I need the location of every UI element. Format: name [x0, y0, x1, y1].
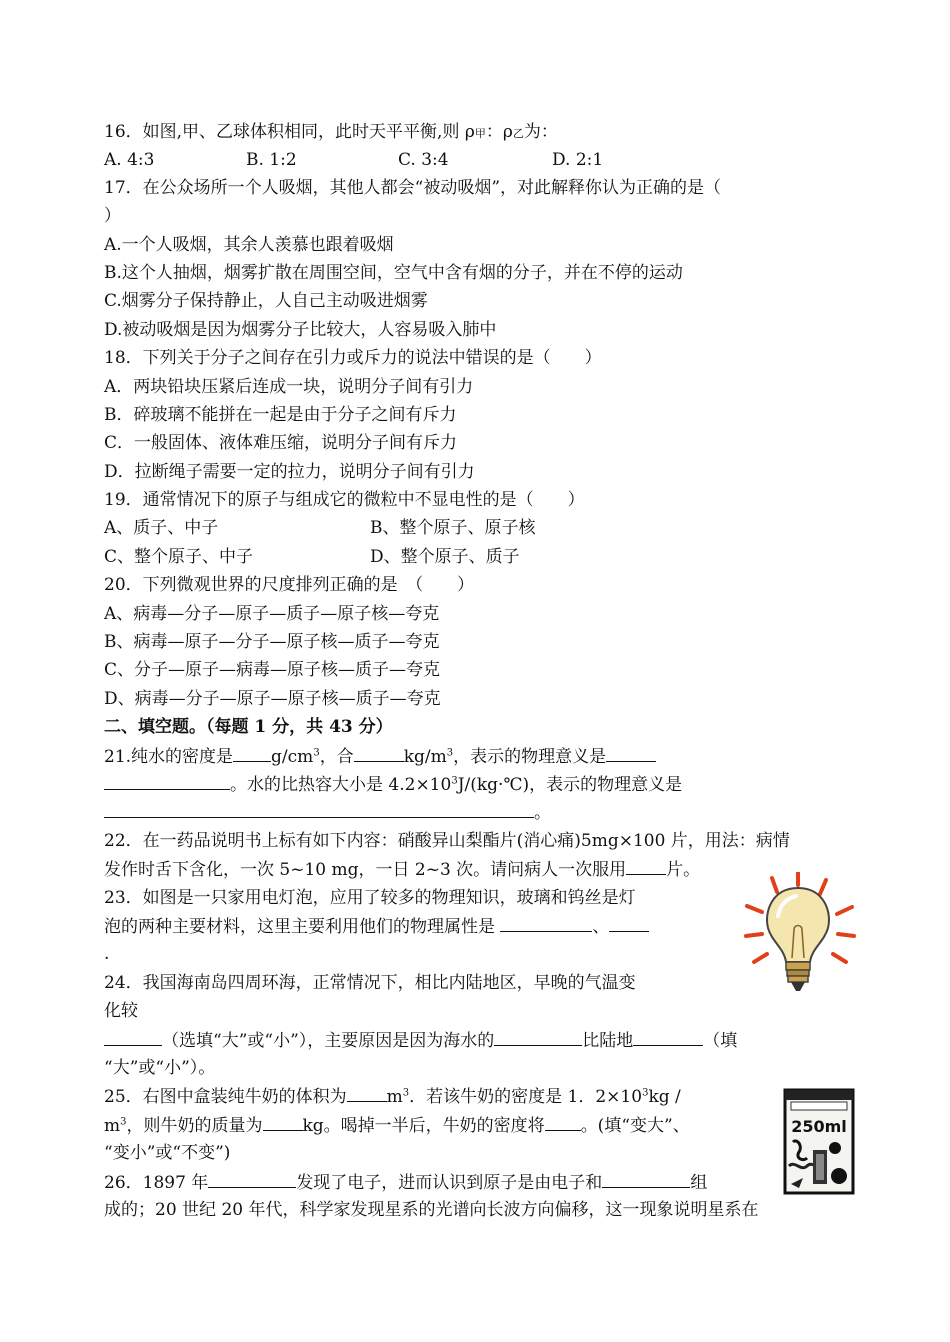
q23-text-1: 泡的两种主要材料，这里主要利用他们的物理属性是 — [104, 917, 501, 937]
q19-option-b: B、整个原子、原子核 — [370, 518, 536, 538]
q16-sub-jia: 甲 — [474, 127, 486, 140]
q25-text-4: ，则牛奶的质量为 — [126, 1116, 263, 1136]
q23-blank-tungsten[interactable] — [609, 915, 649, 932]
q18-stem: 18．下列关于分子之间存在引力或斥力的说法中错误的是（ ） — [104, 348, 602, 368]
q22-line1: 22．在一药品说明书上标有如下内容：硝酸异山梨酯片(消心痛)5mg×100 片，用法：病情 — [104, 831, 790, 851]
q26-text-2: 发现了电子，进而认识到原子是由电子和 — [296, 1173, 603, 1193]
q25-unit-m2: m — [104, 1116, 121, 1136]
milk-carton-label: 250ml — [791, 1117, 847, 1136]
q17-stem-bracket: ） — [104, 206, 121, 226]
q21-line3 — [104, 801, 551, 824]
q21-text-3: ，表示的物理意义是 — [453, 747, 607, 767]
q24-line1: 24．我国海南岛四周环海，正常情况下，相比内陆地区，早晚的气温变 — [104, 973, 636, 993]
q24-blank-change[interactable] — [104, 1029, 162, 1046]
q24-line4: “大”或“小”）。 — [104, 1058, 216, 1078]
q21-text-1: 21.纯水的密度是 — [104, 747, 234, 767]
q18-option-d: D．拉断绳子需要一定的拉力，说明分子间有引力 — [104, 462, 475, 482]
q25-exp-3: 3 — [120, 1116, 127, 1128]
q26-line2: 成的；20 世纪 20 年代，科学家发现星系的光谱向长波方向偏移，这一现象说明星系在 — [104, 1200, 759, 1220]
q18-option-a: A．两块铅块压紧后连成一块，说明分子间有引力 — [104, 377, 474, 397]
q23-line1: 23．如图是一只家用电灯泡，应用了较多的物理知识，玻璃和钨丝是灯 — [104, 888, 636, 908]
q16-option-a: A. 4:3 — [104, 150, 155, 170]
q16-stem-mid: ：ρ — [485, 122, 513, 142]
q25-text-1: 25．右图中盒装纯牛奶的体积为 — [104, 1087, 347, 1107]
q16-option-c: C. 3:4 — [398, 150, 449, 170]
q25-text-6: 。(填“变大”、 — [580, 1116, 690, 1136]
q21-unit-gcm: g/cm — [271, 747, 314, 767]
q23-text-2: 、 — [592, 917, 610, 937]
q20-option-a: A、病毒—分子—原子—质子—原子核—夸克 — [104, 604, 440, 624]
q20-stem: 20．下列微观世界的尺度排列正确的是 （ ） — [104, 575, 475, 595]
q19-option-d: D、整个原子、质子 — [370, 547, 520, 567]
q24-line2: 化较 — [104, 1001, 138, 1021]
q21-blank-meaning-b[interactable] — [104, 773, 230, 790]
q19-stem: 19．通常情况下的原子与组成它的微粒中不显电性的是（ ） — [104, 490, 585, 510]
q25-text-3: kg / — [648, 1087, 681, 1107]
q22-text-2: 片。 — [666, 860, 701, 880]
q25-blank-volume[interactable] — [347, 1085, 387, 1102]
q22-text-1: 发作时舌下含化，一次 5~10 mg，一日 2~3 次。请问病人一次服用 — [104, 860, 627, 880]
q25-text-5: kg。喝掉一半后，牛奶的密度将 — [302, 1116, 545, 1136]
q25-exp-1: 3 — [402, 1087, 410, 1099]
q16-stem — [104, 121, 558, 145]
q25-unit-m: m — [386, 1087, 403, 1107]
q23-line3: . — [104, 944, 110, 964]
q21-text-2: ，合 — [319, 747, 354, 767]
q18-option-b: B．碎玻璃不能拼在一起是由于分子之间有斥力 — [104, 405, 457, 425]
light-bulb-icon — [742, 872, 858, 994]
q21-line1 — [104, 745, 656, 768]
q24-blank-compare[interactable] — [633, 1029, 703, 1046]
q26-text-1: 26．1897 年 — [104, 1173, 209, 1193]
q21-line2 — [104, 773, 682, 796]
q21-exp-1: 3 — [313, 747, 320, 759]
q17-stem: 17．在公众场所一个人吸烟，其他人都会“被动吸烟”，对此解释你认为正确的是（ — [104, 178, 722, 198]
q21-text-6: 。 — [534, 803, 551, 823]
q22-line2 — [104, 858, 700, 881]
q21-text-4: 。水的比热容大小是 4.2×10 — [230, 775, 452, 795]
q20-option-c: C、分子—原子—病毒—原子核—质子—夸克 — [104, 660, 441, 680]
q25-blank-mass[interactable] — [263, 1114, 303, 1131]
q21-exp-2: 3 — [446, 747, 454, 759]
section-title-fill-blank: 二、填空题。（每题 1 分，共 43 分） — [104, 717, 393, 737]
q16-stem-text: 16．如图,甲、乙球体积相同，此时天平平衡,则 ρ — [104, 122, 475, 142]
q24-text-1: （选填“大”或“小”），主要原因是因为海水的 — [162, 1031, 495, 1051]
q21-blank-kgm[interactable] — [354, 745, 404, 762]
q21-blank-meaning-a[interactable] — [606, 745, 656, 762]
q23-line2 — [104, 915, 649, 938]
q25-line3: “变小”或“不变”) — [104, 1143, 231, 1163]
q21-exp-3: 3 — [451, 775, 458, 787]
q22-blank-count[interactable] — [626, 858, 666, 875]
milk-carton-icon — [783, 1088, 855, 1195]
q25-text-2: ．若该牛奶的密度是 1．2×10 — [409, 1087, 643, 1107]
q16-option-b: B. 1:2 — [246, 150, 297, 170]
q17-option-c: C.烟雾分子保持静止，人自己主动吸进烟雾 — [104, 291, 428, 311]
q17-option-d: D.被动吸烟是因为烟雾分子比较大，人容易吸入肺中 — [104, 320, 497, 340]
q21-text-5: J/(kg·℃)，表示的物理意义是 — [457, 775, 683, 795]
q24-line3 — [104, 1029, 737, 1052]
q17-option-b: B.这个人抽烟，烟雾扩散在周围空间，空气中含有烟的分子，并在不停的运动 — [104, 263, 683, 283]
q24-blank-property[interactable] — [494, 1029, 582, 1046]
q21-blank-density[interactable] — [233, 745, 271, 762]
q20-option-b: B、病毒—原子—分子—原子核—质子—夸克 — [104, 632, 440, 652]
q21-unit-kgm: kg/m — [403, 747, 447, 767]
q25-blank-density-change[interactable] — [545, 1114, 581, 1131]
q26-text-3: 组 — [690, 1173, 708, 1193]
q25-line2 — [104, 1114, 690, 1137]
q16-option-d: D. 2:1 — [552, 150, 604, 170]
q23-blank-glass[interactable] — [500, 915, 592, 932]
q19-option-a: A、质子、中子 — [104, 518, 219, 538]
q26-blank-scientist[interactable] — [208, 1171, 296, 1188]
q16-stem-end: 为： — [523, 122, 558, 142]
q16-sub-yi: 乙 — [512, 127, 524, 140]
q25-line1 — [104, 1085, 681, 1108]
q18-option-c: C．一般固体、液体难压缩，说明分子间有斥力 — [104, 433, 458, 453]
q21-blank-heat-meaning[interactable] — [104, 801, 534, 818]
q25-exp-2: 3 — [642, 1087, 649, 1099]
q26-blank-nucleus[interactable] — [602, 1171, 690, 1188]
q17-option-a: A.一个人吸烟，其余人羡慕也跟着吸烟 — [104, 235, 394, 255]
q24-text-3: （填 — [703, 1031, 738, 1051]
q26-line1 — [104, 1171, 707, 1194]
q19-option-c: C、整个原子、中子 — [104, 547, 254, 567]
q20-option-d: D、病毒—分子—原子—原子核—质子—夸克 — [104, 689, 441, 709]
q24-text-2: 比陆地 — [582, 1031, 634, 1051]
